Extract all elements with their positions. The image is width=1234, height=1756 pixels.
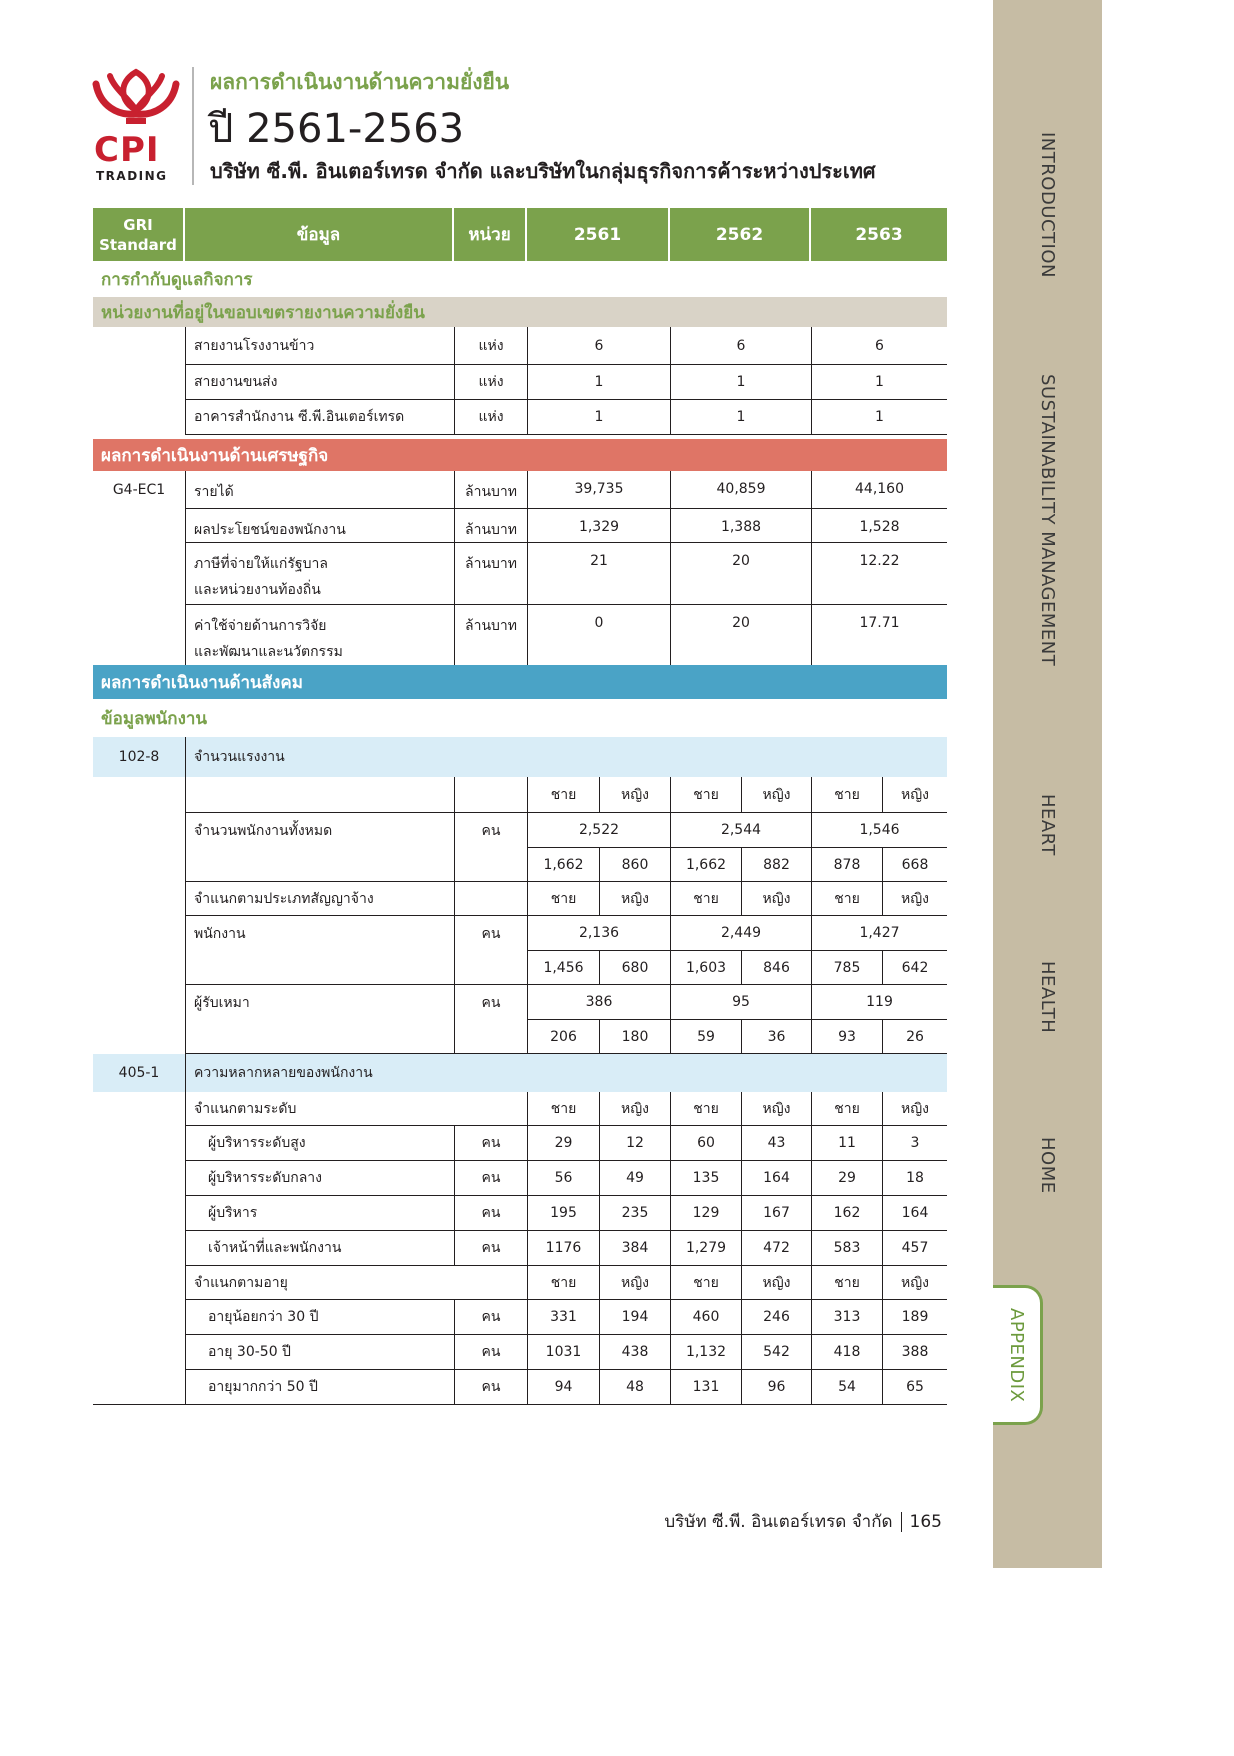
- tab-home[interactable]: [993, 1125, 1102, 1205]
- female-value: 642: [882, 951, 947, 985]
- row-unit: [454, 777, 527, 813]
- male-header: ชาย: [811, 777, 882, 813]
- female-value: 388: [882, 1335, 947, 1370]
- table-row-gender-split: [93, 951, 947, 985]
- female-value: 26: [882, 1020, 947, 1054]
- male-header: ชาย: [670, 1092, 741, 1126]
- male-value: 162: [811, 1196, 882, 1231]
- male-header: ชาย: [670, 1266, 741, 1300]
- section-title-scope: หน่วยงานที่อยู่ในขอบเขตรายงานความยั่งยืน: [93, 297, 947, 327]
- row-unit: แห่ง: [454, 365, 527, 400]
- male-header: ชาย: [527, 1266, 599, 1300]
- female-header: หญิง: [882, 882, 947, 916]
- row-unit: คน: [454, 985, 527, 1020]
- total-2563: 119: [811, 985, 947, 1020]
- gri-code: [93, 543, 185, 605]
- company-title: บริษัท ซี.พี. อินเตอร์เทรด จำกัด และบริษัทในกลุ่มธุรกิจการค้าระหว่างประเทศ: [210, 159, 876, 183]
- female-header: หญิง: [741, 1092, 811, 1126]
- row-label: รายได้: [185, 471, 454, 509]
- tab-label: HEART: [1037, 794, 1058, 856]
- section-title-social: ผลการดำเนินงานด้านสังคม: [93, 665, 947, 699]
- cpi-trading-logo: [88, 64, 184, 184]
- male-value: 195: [527, 1196, 599, 1231]
- female-header: หญิง: [741, 777, 811, 813]
- table-row: [93, 400, 947, 435]
- row-unit-spacer: [454, 951, 527, 985]
- section-title-employee: ข้อมูลพนักงาน: [101, 708, 208, 729]
- female-header: หญิง: [882, 1266, 947, 1300]
- total-2562: 95: [670, 985, 811, 1020]
- male-value: 1,132: [670, 1335, 741, 1370]
- male-value: 785: [811, 951, 882, 985]
- total-2563: 1,427: [811, 916, 947, 951]
- female-header: หญิง: [741, 1266, 811, 1300]
- row-unit: คน: [454, 1231, 527, 1266]
- tab-health[interactable]: [993, 950, 1102, 1045]
- logo-emblem-icon: [88, 64, 184, 130]
- row-label-spacer: [185, 951, 454, 985]
- row-label: ผู้บริหารระดับกลาง: [185, 1161, 454, 1196]
- row-unit: คน: [454, 1300, 527, 1335]
- table-row: [93, 365, 947, 400]
- row-label: ผู้บริหารระดับสูง: [185, 1126, 454, 1161]
- header-divider: [192, 67, 194, 185]
- male-value: 11: [811, 1126, 882, 1161]
- value-2563: 1: [811, 365, 947, 400]
- logo-subtext: TRADING: [96, 169, 168, 183]
- female-value: 12: [599, 1126, 670, 1161]
- value-2562: 40,859: [670, 471, 811, 509]
- section-title-governance: การกำกับดูแลกิจการ: [101, 269, 253, 290]
- row-label: อายุ 30-50 ปี: [185, 1335, 454, 1370]
- row-unit: ล้านบาท: [454, 543, 527, 605]
- female-header: หญิง: [599, 777, 670, 813]
- page-title: ปี 2561-2563: [208, 106, 465, 152]
- male-value: 129: [670, 1196, 741, 1231]
- table-row: [93, 1335, 947, 1370]
- row-unit-spacer: [454, 1020, 527, 1054]
- footer-company: บริษัท ซี.พี. อินเตอร์เทรด จำกัด: [664, 1512, 893, 1532]
- female-value: 164: [882, 1196, 947, 1231]
- tab-sustainability-management[interactable]: [993, 355, 1102, 685]
- gender-header-row: [93, 777, 947, 813]
- table-row-total: [93, 813, 947, 848]
- tab-label: SUSTAINABILITY MANAGEMENT: [1037, 373, 1058, 667]
- female-value: 48: [599, 1370, 670, 1405]
- section-sidebar: [993, 0, 1102, 1568]
- male-value: 94: [527, 1370, 599, 1405]
- row-label: จำแนกตามระดับ: [185, 1092, 527, 1126]
- male-header: ชาย: [811, 1092, 882, 1126]
- male-header: ชาย: [811, 1266, 882, 1300]
- female-value: 18: [882, 1161, 947, 1196]
- male-value: 878: [811, 848, 882, 882]
- col-year-2562: 2562: [670, 208, 811, 261]
- female-value: 3: [882, 1126, 947, 1161]
- male-value: 29: [527, 1126, 599, 1161]
- female-value: 235: [599, 1196, 670, 1231]
- row-label: พนักงาน: [185, 916, 454, 951]
- row-unit: คน: [454, 1370, 527, 1405]
- male-value: 418: [811, 1335, 882, 1370]
- value-2562: 20: [670, 543, 811, 605]
- value-2562: 20: [670, 605, 811, 665]
- table-row-diversity: [93, 1054, 947, 1092]
- table-row-total: [93, 916, 947, 951]
- gri-code: 102-8: [118, 749, 160, 765]
- row-unit: ล้านบาท: [454, 605, 527, 665]
- value-2561: 1,329: [527, 509, 670, 543]
- male-value: 1,279: [670, 1231, 741, 1266]
- male-header: ชาย: [527, 1092, 599, 1126]
- value-2562: 1: [670, 400, 811, 435]
- female-value: 246: [741, 1300, 811, 1335]
- gender-header-row: [93, 1266, 947, 1300]
- female-value: 668: [882, 848, 947, 882]
- male-value: 54: [811, 1370, 882, 1405]
- male-value: 331: [527, 1300, 599, 1335]
- table-row: [93, 1161, 947, 1196]
- value-2561: 6: [527, 327, 670, 365]
- female-header: หญิง: [882, 1092, 947, 1126]
- row-unit: คน: [454, 1196, 527, 1231]
- female-value: 438: [599, 1335, 670, 1370]
- row-label: ภาษีที่จ่ายให้แก่รัฐบาล และหน่วยงานท้องถิ่น: [185, 543, 454, 605]
- female-value: 167: [741, 1196, 811, 1231]
- value-2563: 12.22: [811, 543, 947, 605]
- table-header: [93, 208, 947, 261]
- value-2563: 44,160: [811, 471, 947, 509]
- row-label: ค่าใช้จ่ายด้านการวิจัย และพัฒนาและนวัตกรรม: [185, 605, 454, 665]
- value-2561: 1: [527, 365, 670, 400]
- female-value: 882: [741, 848, 811, 882]
- row-label-spacer: [185, 1020, 454, 1054]
- col-year-2561: 2561: [527, 208, 670, 261]
- female-header: หญิง: [599, 1266, 670, 1300]
- row-label: อายุน้อยกว่า 30 ปี: [185, 1300, 454, 1335]
- female-value: 43: [741, 1126, 811, 1161]
- row-unit: [454, 882, 527, 916]
- col-gri-standard: GRI Standard: [93, 208, 185, 261]
- section-title-economic: ผลการดำเนินงานด้านเศรษฐกิจ: [93, 439, 947, 471]
- total-2562: 2,544: [670, 813, 811, 848]
- male-value: 583: [811, 1231, 882, 1266]
- gri-code: 405-1: [118, 1065, 160, 1081]
- row-label: จำนวนแรงงาน: [185, 737, 947, 777]
- row-unit: คน: [454, 1126, 527, 1161]
- table-row-total: [93, 985, 947, 1020]
- male-value: 135: [670, 1161, 741, 1196]
- row-label: ผู้บริหาร: [185, 1196, 454, 1231]
- sustainability-data-table: [93, 208, 947, 1405]
- table-row: [93, 1196, 947, 1231]
- gri-code: G4-EC1: [112, 482, 166, 498]
- row-unit: แห่ง: [454, 327, 527, 365]
- row-label: จำนวนพนักงานทั้งหมด: [185, 813, 454, 848]
- male-value: 29: [811, 1161, 882, 1196]
- female-header: หญิง: [882, 777, 947, 813]
- female-value: 846: [741, 951, 811, 985]
- table-row-gender-split: [93, 848, 947, 882]
- row-unit: คน: [454, 1335, 527, 1370]
- row-unit: คน: [454, 1161, 527, 1196]
- male-value: 56: [527, 1161, 599, 1196]
- gri-code: [93, 509, 185, 543]
- total-2561: 2,136: [527, 916, 670, 951]
- male-value: 60: [670, 1126, 741, 1161]
- female-value: 384: [599, 1231, 670, 1266]
- value-2561: 21: [527, 543, 670, 605]
- male-value: 1,456: [527, 951, 599, 985]
- row-label: จำแนกตามประเภทสัญญาจ้าง: [185, 882, 454, 916]
- row-label: จำแนกตามอายุ: [185, 1266, 527, 1300]
- table-body: [93, 261, 947, 1405]
- table-row-workforce: [93, 737, 947, 777]
- footer-separator: [901, 1512, 902, 1532]
- female-value: 680: [599, 951, 670, 985]
- female-value: 65: [882, 1370, 947, 1405]
- logo-text: CPI: [94, 130, 160, 170]
- female-value: 457: [882, 1231, 947, 1266]
- male-value: 1176: [527, 1231, 599, 1266]
- col-year-2563: 2563: [811, 208, 947, 261]
- total-2563: 1,546: [811, 813, 947, 848]
- tab-label: INTRODUCTION: [1037, 132, 1058, 278]
- table-row: [93, 543, 947, 605]
- row-label: ผู้รับเหมา: [185, 985, 454, 1020]
- row-unit: ล้านบาท: [454, 509, 527, 543]
- female-value: 96: [741, 1370, 811, 1405]
- value-2563: 1,528: [811, 509, 947, 543]
- female-header: หญิง: [599, 882, 670, 916]
- male-value: 206: [527, 1020, 599, 1054]
- male-header: ชาย: [527, 777, 599, 813]
- total-2562: 2,449: [670, 916, 811, 951]
- male-header: ชาย: [811, 882, 882, 916]
- female-value: 49: [599, 1161, 670, 1196]
- table-row: [93, 1300, 947, 1335]
- female-value: 164: [741, 1161, 811, 1196]
- row-label-spacer: [185, 848, 454, 882]
- value-2563: 17.71: [811, 605, 947, 665]
- tab-appendix[interactable]: [993, 1285, 1043, 1425]
- male-value: 59: [670, 1020, 741, 1054]
- tab-label: APPENDIX: [1006, 1307, 1027, 1403]
- total-2561: 386: [527, 985, 670, 1020]
- female-value: 189: [882, 1300, 947, 1335]
- row-label: ความหลากหลายของพนักงาน: [185, 1054, 947, 1092]
- gender-header-row: [93, 882, 947, 916]
- row-label: อาคารสำนักงาน ซี.พี.อินเตอร์เทรด: [185, 400, 454, 435]
- total-2561: 2,522: [527, 813, 670, 848]
- male-value: 1031: [527, 1335, 599, 1370]
- tab-heart[interactable]: [993, 785, 1102, 865]
- row-unit: แห่ง: [454, 400, 527, 435]
- row-unit: คน: [454, 916, 527, 951]
- value-2563: 6: [811, 327, 947, 365]
- table-row: [93, 509, 947, 543]
- male-header: ชาย: [670, 777, 741, 813]
- value-2562: 6: [670, 327, 811, 365]
- male-value: 313: [811, 1300, 882, 1335]
- female-value: 194: [599, 1300, 670, 1335]
- page-number: 165: [909, 1512, 942, 1532]
- gender-header-row: [93, 1092, 947, 1126]
- table-row: [93, 1370, 947, 1405]
- male-value: 460: [670, 1300, 741, 1335]
- table-row: [93, 327, 947, 365]
- table-row: [93, 605, 947, 665]
- table-row: [93, 1126, 947, 1161]
- gri-code: [93, 605, 185, 665]
- female-header: หญิง: [741, 882, 811, 916]
- female-value: 542: [741, 1335, 811, 1370]
- table-row: [93, 1231, 947, 1266]
- value-2562: 1: [670, 365, 811, 400]
- male-value: 1,662: [527, 848, 599, 882]
- value-2561: 0: [527, 605, 670, 665]
- row-label: สายงานโรงงานข้าว: [185, 327, 454, 365]
- row-label: สายงานขนส่ง: [185, 365, 454, 400]
- row-unit-spacer: [454, 848, 527, 882]
- row-unit: ล้านบาท: [454, 471, 527, 509]
- row-unit: คน: [454, 813, 527, 848]
- row-label: เจ้าหน้าที่และพนักงาน: [185, 1231, 454, 1266]
- page-footer: [664, 1508, 942, 1535]
- row-label: ผลประโยชน์ของพนักงาน: [185, 509, 454, 543]
- value-2561: 39,735: [527, 471, 670, 509]
- value-2562: 1,388: [670, 509, 811, 543]
- male-value: 131: [670, 1370, 741, 1405]
- female-value: 860: [599, 848, 670, 882]
- male-value: 1,662: [670, 848, 741, 882]
- female-value: 36: [741, 1020, 811, 1054]
- table-row-gender-split: [93, 1020, 947, 1054]
- tab-label: HOME: [1037, 1136, 1058, 1194]
- tab-introduction[interactable]: [993, 120, 1102, 290]
- col-data: ข้อมูล: [185, 208, 454, 261]
- value-2561: 1: [527, 400, 670, 435]
- col-unit: หน่วย: [454, 208, 527, 261]
- female-value: 472: [741, 1231, 811, 1266]
- row-label: อายุมากกว่า 50 ปี: [185, 1370, 454, 1405]
- row-label: [185, 777, 454, 813]
- male-value: 93: [811, 1020, 882, 1054]
- female-header: หญิง: [599, 1092, 670, 1126]
- header-subtitle: ผลการดำเนินงานด้านความยั่งยืน: [210, 70, 510, 94]
- male-header: ชาย: [527, 882, 599, 916]
- table-row: [93, 471, 947, 509]
- tab-label: HEALTH: [1037, 961, 1058, 1034]
- male-header: ชาย: [670, 882, 741, 916]
- male-value: 1,603: [670, 951, 741, 985]
- value-2563: 1: [811, 400, 947, 435]
- female-value: 180: [599, 1020, 670, 1054]
